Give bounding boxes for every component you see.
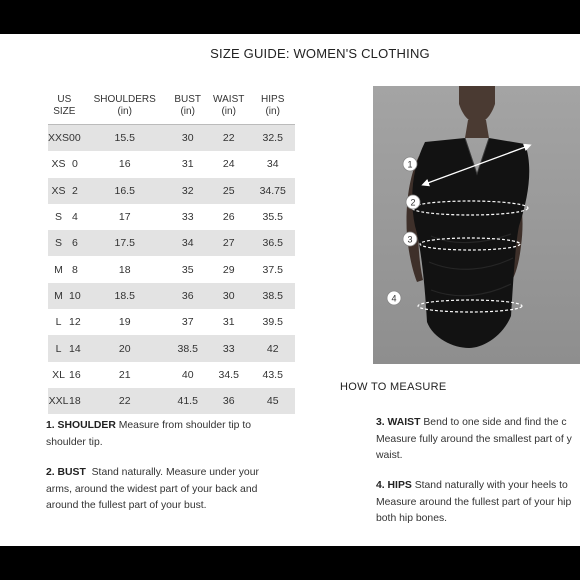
cell-hips: 43.5 [262,368,283,381]
header-waist: WAIST (in) [207,88,251,125]
cell-us-number: 12 [69,316,81,329]
cell-bust: 37 [181,316,194,329]
model-figure [373,86,580,364]
cell-bust: 34 [169,230,207,256]
cell-hips: 45 [251,388,295,414]
cell-us-number: 6 [69,230,81,256]
size-guide-page [0,34,580,546]
instruction-waist: 3. WAIST Bend to one side and find the c Measure fully around the smallest part of y waist. [376,417,572,461]
cell-bust: 36 [169,283,207,309]
cell-waist: 31 [222,316,235,329]
cell-shoulders: 17 [118,211,131,224]
cell-us-number: 4 [71,211,78,224]
size-table [48,88,295,414]
table-row [48,309,295,335]
instruction-label: 2. BUST [46,467,86,478]
cell-hips: 34.75 [251,178,295,204]
instruction-hips: 4. HIPS Stand naturally with your heels to Measure around the fullest part of your hip both hip bones. [376,480,572,524]
svg-text:1: 1 [407,159,413,170]
cell-waist: 33 [207,335,251,361]
cell-hips: 35.5 [262,211,283,224]
cell-us-letter: M [48,283,69,309]
cell-hips: 39.5 [262,316,283,329]
instruction-label: 3. WAIST [376,417,421,428]
marker-1 [403,157,417,171]
table-row [48,204,295,230]
cell-us-letter: XL [52,368,65,381]
table-row [48,388,295,414]
instruction-label: 1. SHOULDER [46,420,116,431]
cell-shoulders: 15.5 [81,125,169,152]
cell-shoulders: 20 [81,335,169,361]
how-to-measure-heading: HOW TO MEASURE [340,381,447,393]
table-row [48,256,295,282]
cell-us-number: 16 [69,368,81,381]
cell-us-number: 00 [69,125,81,152]
cell-waist: 26 [222,211,235,224]
table-row [48,335,295,361]
cell-us-number: 8 [71,263,78,276]
cell-us-number: 10 [69,283,81,309]
marker-3 [403,232,417,246]
cell-shoulders: 17.5 [81,230,169,256]
cell-bust: 33 [181,211,194,224]
table-row [48,283,295,309]
cell-bust: 31 [181,158,194,171]
cell-waist: 25 [207,178,251,204]
cell-us-number: 2 [69,178,81,204]
header-shoulders: SHOULDERS (in) [81,88,169,125]
cell-waist: 27 [207,230,251,256]
cell-shoulders: 16 [118,158,131,171]
svg-text:2: 2 [410,197,416,208]
cell-hips: 36.5 [251,230,295,256]
cell-waist: 34.5 [218,368,239,381]
cell-waist: 29 [222,263,235,276]
cell-shoulders: 18.5 [81,283,169,309]
marker-4 [387,291,401,305]
cell-us-number: 14 [69,335,81,361]
cell-us-letter: XS [51,158,66,171]
cell-us-number: 18 [69,388,81,414]
instruction-label: 4. HIPS [376,480,412,491]
cell-us-letter: S [48,230,69,256]
cell-us-letter: XXL [48,388,69,414]
cell-us-letter: S [55,211,63,224]
header-bust: BUST (in) [169,88,207,125]
cell-us-letter: L [48,335,69,361]
cell-hips: 38.5 [251,283,295,309]
size-table-header [48,88,295,125]
header-hips: HIPS (in) [251,88,295,125]
instruction-bust: 2. BUST Stand naturally. Measure under your arms, around the widest part of your back and around the fullest part of your bust. [46,467,259,511]
cell-us-letter: XXS [48,125,69,152]
cell-shoulders: 18 [118,263,131,276]
page-title: SIZE GUIDE: WOMEN'S CLOTHING [210,46,430,61]
cell-hips: 34 [266,158,279,171]
cell-us-letter: L [55,316,62,329]
cell-bust: 38.5 [169,335,207,361]
cell-hips: 37.5 [262,263,283,276]
marker-2 [406,195,420,209]
cell-waist: 22 [207,125,251,152]
table-row [48,125,295,152]
cell-bust: 32 [169,178,207,204]
cell-hips: 32.5 [251,125,295,152]
cell-shoulders: 22 [81,388,169,414]
cell-bust: 30 [169,125,207,152]
model-photo [373,86,580,364]
cell-bust: 40 [181,368,194,381]
table-row [48,362,295,388]
svg-text:4: 4 [391,293,397,304]
cell-shoulders: 16.5 [81,178,169,204]
cell-us-letter: M [54,263,63,276]
svg-text:3: 3 [407,234,413,245]
cell-hips: 42 [251,335,295,361]
cell-bust: 41.5 [169,388,207,414]
cell-us-letter: XS [48,178,69,204]
cell-waist: 30 [207,283,251,309]
cell-waist: 24 [222,158,235,171]
cell-shoulders: 21 [118,368,131,381]
cell-us-number: 0 [71,158,78,171]
header-us-size: US SIZE [48,88,81,125]
table-row [48,151,295,177]
cell-shoulders: 19 [118,316,131,329]
instruction-shoulder: 1. SHOULDER Measure from shoulder tip to shoulder tip. [46,420,252,448]
cell-waist: 36 [207,388,251,414]
table-row [48,178,295,204]
table-row [48,230,295,256]
cell-bust: 35 [181,263,194,276]
